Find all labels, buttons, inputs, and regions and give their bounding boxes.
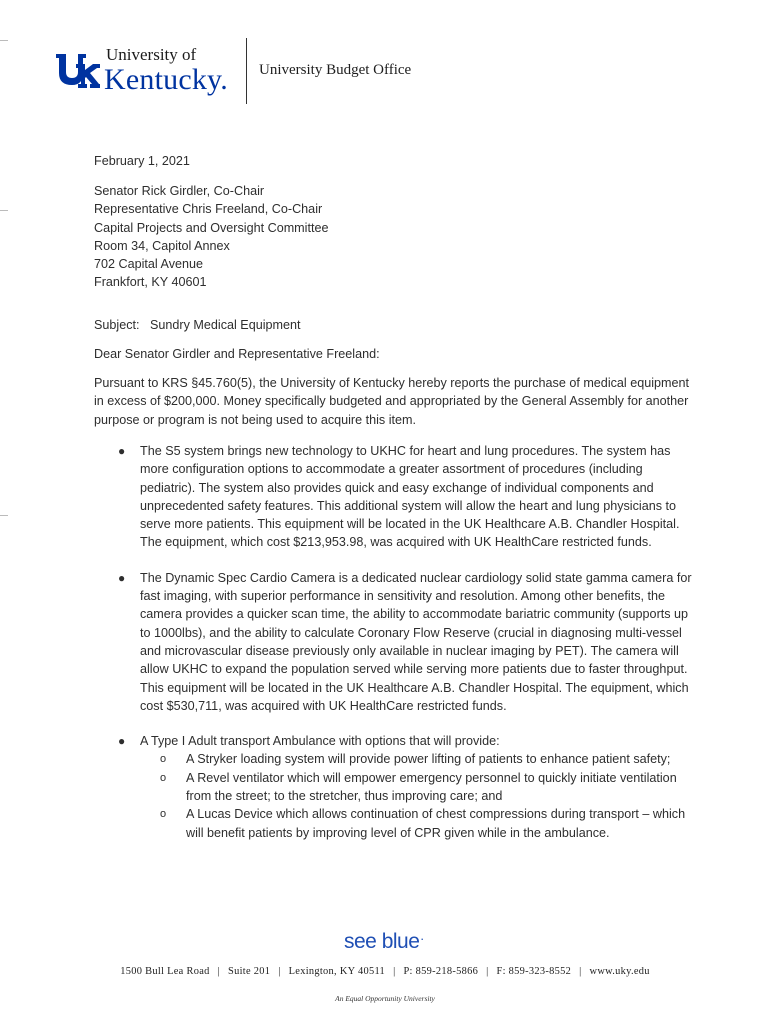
office-name: University Budget Office: [259, 62, 412, 78]
equipment-list: [94, 442, 694, 842]
footer-suite: Suite 201: [228, 966, 271, 977]
hollow-bullet-icon: o: [160, 753, 167, 766]
sub-list-item-text: A Revel ventilator which will empower emergency personnel to quickly initiate ventilation from the street; to the stretcher, thus improving care; and: [186, 770, 677, 804]
address-line: Room 34, Capitol Annex: [94, 238, 230, 253]
footer-city: Lexington, KY 40511: [288, 966, 386, 977]
list-item: [94, 442, 694, 552]
scan-mark: [0, 210, 8, 211]
sub-list-item-text: A Lucas Device which allows continuation of chest compressions during transport – which will benefit patients by improving level of CPR given while in the ambulance.: [186, 807, 686, 840]
footer-separator: |: [579, 966, 582, 977]
list-item-text: The Dynamic Spec Cardio Camera is a dedicated nuclear cardiology solid state gamma camera for fast imaging, with superior performance in sensitivity and resolution. Among other benefits, the camera provides a quicker scan time, the ability to accommodate bariatric community (supports up to 1000lbs), and the ability to calculate Coronary Flow Reserve (crucial in diagnosing multi-vessel and microvascular disease previously only available in nuclear imaging by PET). The camera will allow UKHC to expand the population served while serving more patients due to faster throughput. This equipment will be located in the UK Healthcare A.B. Chandler Hospital. The equipment, which cost $530,711, was acquired with UK HealthCare restricted funds.: [140, 570, 692, 713]
recipient-address: [94, 182, 328, 292]
footer-fax: F: 859-323-8552: [496, 966, 572, 977]
address-line: Senator Rick Girdler, Co-Chair: [94, 184, 265, 198]
footer-phone: P: 859-218-5866: [403, 966, 479, 977]
sub-list-item: [140, 805, 694, 842]
seeblue-logo: [344, 930, 424, 954]
ambulance-options-list: [140, 750, 694, 841]
footer-separator: |: [278, 966, 281, 977]
subject-line: Subject: Sundry Medical Equipment: [94, 318, 301, 332]
bullet-icon: ●: [118, 570, 126, 585]
seeblue-dot: .: [420, 928, 424, 943]
list-item-text: A Type I Adult transport Ambulance with options that will provide:: [140, 734, 500, 749]
footer-separator: |: [217, 966, 220, 977]
address-line: Representative Chris Freeland, Co-Chair: [94, 202, 323, 217]
letter-date: February 1, 2021: [94, 154, 190, 168]
sub-list-item: [140, 750, 694, 768]
sub-list-item-text: A Stryker loading system will provide power lifting of patients to enhance patient safety;: [186, 752, 671, 767]
footer-website: www.uky.edu: [589, 966, 650, 977]
university-of-text: University of: [106, 45, 197, 64]
bullet-icon: ●: [118, 444, 126, 458]
address-line: Frankfort, KY 40601: [94, 275, 207, 290]
intro-paragraph: Pursuant to KRS §45.760(5), the University of Kentucky hereby reports the purchase of medical equipment in excess of $200,000. Money specifically budgeted and appropriated by the General Assembly for another purpose or program is not being used to acquire this item.: [94, 376, 690, 427]
sub-list-item: [140, 769, 694, 806]
footer-separator: |: [393, 966, 396, 977]
uk-logo-icon: [54, 50, 100, 90]
hollow-bullet-icon: o: [160, 771, 167, 784]
footer-street: 1500 Bull Lea Road: [120, 966, 210, 977]
list-item-text: The S5 system brings new technology to UKHC for heart and lung procedures. The system has more configuration options to accommodate a greater assortment of procedures (including pediatric). The system also provides quick and easy exchange of individual components and unprecedented safety features. This additional system will allow the heart and lung physicians to serve more patients. This equipment will be located in the UK Healthcare A.B. Chandler Hospital. The equipment, which cost $213,953.98, was acquired with UK HealthCare restricted funds.: [140, 444, 680, 550]
scan-mark: [0, 40, 8, 41]
list-item: [94, 569, 694, 715]
bullet-icon: ●: [118, 734, 126, 749]
equal-opportunity-tagline: An Equal Opportunity University: [335, 994, 435, 1003]
salutation: Dear Senator Girdler and Representative Freeland:: [94, 347, 380, 361]
footer-separator: |: [486, 966, 489, 977]
address-line: 702 Capital Avenue: [94, 257, 204, 272]
list-item: [94, 732, 694, 842]
kentucky-text: Kentucky.: [104, 63, 228, 96]
letterhead-divider: [246, 38, 247, 104]
footer-address: [0, 966, 770, 977]
address-line: Capital Projects and Oversight Committee: [94, 220, 329, 235]
scan-mark: [0, 515, 8, 516]
seeblue-text: see blue: [344, 930, 420, 953]
hollow-bullet-icon: o: [160, 808, 167, 821]
